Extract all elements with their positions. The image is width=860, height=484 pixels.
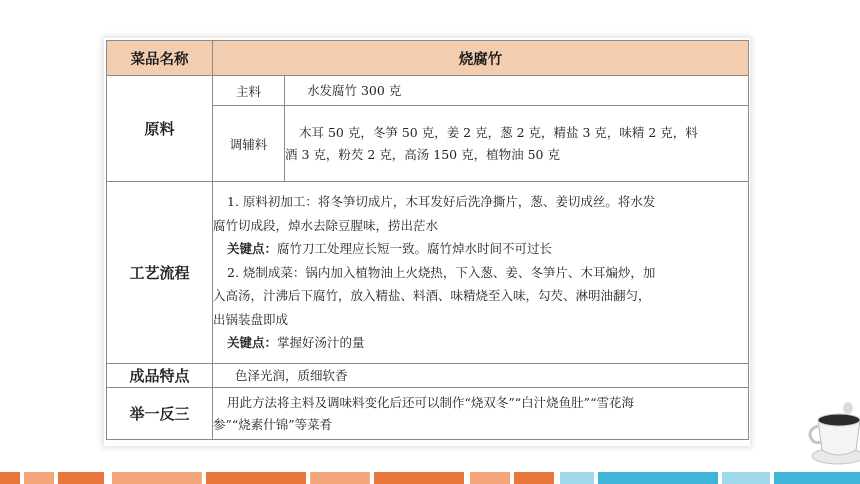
- key-point-1: [213, 237, 748, 261]
- step2-line-2: 入高汤，汁沸后下腐竹，放入精盐、料酒、味精烧至入味，勾芡、淋明油翻匀，: [213, 288, 651, 304]
- key-point-1-text: 腐竹刀工处理应长短一致。腐竹焯水时间不可过长: [277, 241, 553, 257]
- extension-value: [213, 388, 749, 440]
- header-dish-name-label: 菜品名称: [107, 41, 213, 76]
- decorative-bottom-bar: [0, 472, 860, 484]
- extension-label: 举一反三: [107, 388, 213, 440]
- key-point-1-label: 关键点：: [227, 241, 278, 257]
- table-header-row: [107, 41, 749, 76]
- key-point-2-text: 掌握好汤汁的量: [277, 335, 365, 351]
- main-ingredient-label: 主料: [213, 76, 285, 106]
- table-row-main-ingredient: [107, 76, 749, 106]
- recipe-table: [106, 40, 749, 440]
- step1-line-2: 腐竹切成段，焯水去除豆腥味，捞出茫水: [213, 217, 439, 233]
- step1-line-1: 1. 原料初加工：将冬笋切成片，木耳发好后洗净撕片，葱、姜切成丝。将水发: [227, 194, 656, 210]
- coffee-cup-icon: [798, 390, 860, 470]
- key-point-2-label: 关键点：: [227, 335, 278, 351]
- features-value: 色泽光润，质细软香: [213, 364, 749, 388]
- aux-line-2: 酒 3 克，粉芡 2 克，高汤 150 克，植物油 50 克: [285, 146, 560, 162]
- table-row-features: [107, 364, 749, 388]
- aux-line-1: 木耳 50 克，冬笋 50 克，姜 2 克，葱 2 克，精盐 3 克，味精 2 克，料: [299, 124, 698, 140]
- process-content: [213, 182, 749, 364]
- key-point-2: [213, 331, 748, 355]
- extension-line-1: 用此方法将主料及调味料变化后还可以制作“烧双冬”“白汁烧鱼肚”“雪花海: [227, 394, 634, 410]
- features-label: 成品特点: [107, 364, 213, 388]
- process-label: 工艺流程: [107, 182, 213, 364]
- table-row-extension: [107, 388, 749, 440]
- main-ingredient-value: 水发腐竹 300 克: [285, 76, 749, 106]
- aux-ingredient-label: 调辅料: [213, 106, 285, 182]
- table-row-process: [107, 182, 749, 364]
- aux-ingredient-value: [285, 106, 749, 182]
- step2-line-3: 出锅装盘即成: [213, 311, 289, 327]
- step2-line-1: 2. 烧制成菜：锅内加入植物油上火烧热，下入葱、姜、冬笋片、木耳煸炒，加: [227, 264, 656, 280]
- raw-materials-label: 原料: [107, 76, 213, 182]
- header-dish-title: 烧腐竹: [213, 41, 749, 76]
- extension-line-2: 参”“烧素什锦”等菜肴: [213, 416, 333, 432]
